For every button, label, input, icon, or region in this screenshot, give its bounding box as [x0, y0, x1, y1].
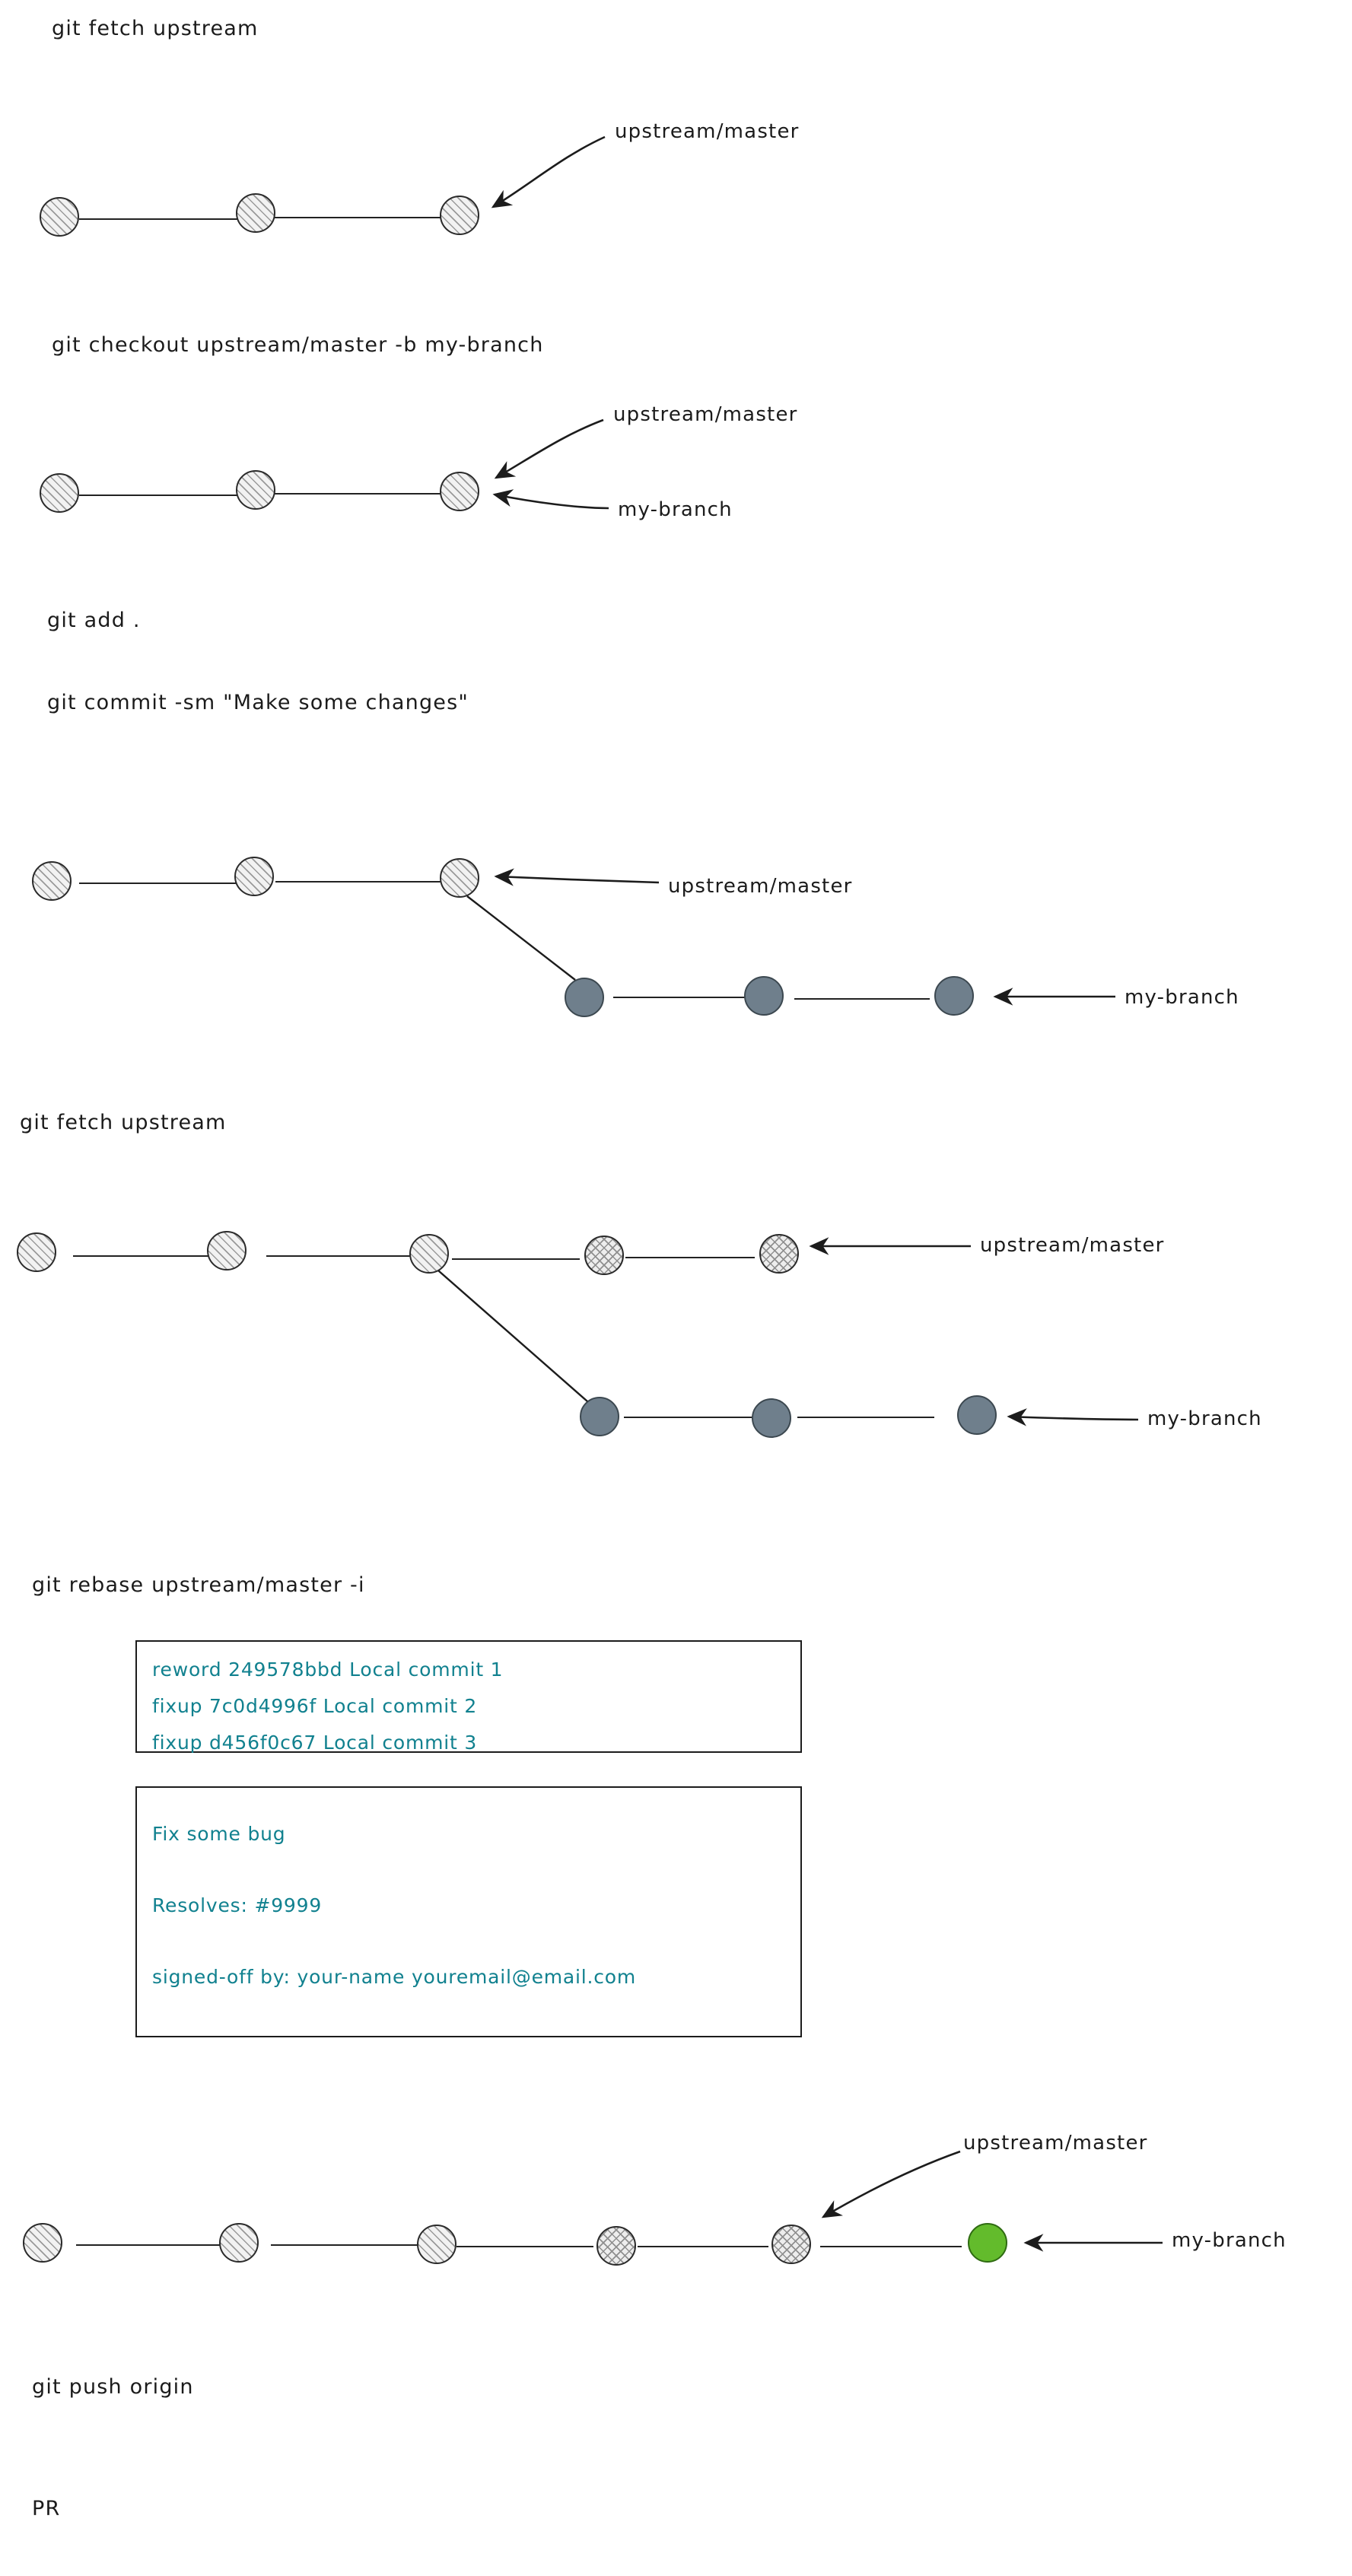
graph5-edge-1 — [76, 2244, 243, 2246]
graph4-local-commit-1 — [580, 1397, 619, 1436]
graph4-label-my-branch: my-branch — [1147, 1407, 1262, 1430]
graph1-commit-3 — [440, 196, 479, 235]
graph4-commit-3 — [409, 1234, 449, 1274]
graph5-label-my-branch: my-branch — [1172, 2229, 1287, 2252]
graph3-local-commit-3 — [934, 976, 974, 1016]
graph4-branch-edge-2 — [797, 1417, 934, 1418]
graph3-local-commit-2 — [744, 976, 784, 1016]
graph1-commit-1 — [40, 197, 79, 237]
command-git-fetch-upstream-2: git fetch upstream — [20, 1111, 227, 1134]
graph1-commit-2 — [236, 193, 275, 233]
graph4-fork-line — [438, 1271, 587, 1401]
graph5-edge-5 — [820, 2246, 962, 2247]
graph2-arrow-my-branch — [495, 495, 609, 508]
graph2-edge-1 — [79, 495, 251, 496]
command-git-fetch-upstream-1: git fetch upstream — [52, 17, 259, 40]
graph5-commit-1 — [23, 2223, 62, 2263]
graph2-commit-2 — [236, 470, 275, 510]
graph4-local-commit-2 — [752, 1398, 791, 1438]
commit-message-line-2: Resolves: #9999 — [152, 1894, 323, 1916]
graph4-commit-5 — [759, 1234, 799, 1274]
graph3-fork-line — [467, 896, 575, 980]
graph3-local-commit-1 — [565, 978, 604, 1017]
command-git-rebase-interactive: git rebase upstream/master -i — [32, 1573, 365, 1597]
graph5-squashed-commit — [968, 2223, 1007, 2263]
graph4-local-commit-3 — [957, 1395, 997, 1435]
graph5-commit-4 — [596, 2226, 636, 2266]
graph1-edge-1 — [79, 218, 251, 220]
commit-message-line-3: signed-off by: your-name youremail@email.com — [152, 1966, 637, 1988]
graph4-commit-4 — [584, 1236, 624, 1275]
rebase-todo-line-1: reword 249578bbd Local commit 1 — [152, 1658, 504, 1681]
graph1-edge-2 — [274, 217, 443, 218]
graph5-label-upstream-master: upstream/master — [963, 2132, 1148, 2155]
graph2-label-my-branch: my-branch — [618, 498, 733, 521]
graph2-label-upstream-master: upstream/master — [613, 403, 798, 426]
graph3-edge-2 — [275, 881, 444, 883]
graph4-label-upstream-master: upstream/master — [980, 1234, 1165, 1257]
rebase-todo-line-2: fixup 7c0d4996f Local commit 2 — [152, 1695, 478, 1717]
graph5-commit-5 — [771, 2225, 811, 2264]
graph2-edge-2 — [274, 493, 443, 495]
graph4-branch-edge-1 — [624, 1417, 755, 1418]
graph5-edge-3 — [456, 2246, 593, 2247]
graph4-edge-4 — [625, 1257, 755, 1258]
graph1-label-upstream-master: upstream/master — [615, 120, 800, 143]
graph3-label-my-branch: my-branch — [1125, 986, 1239, 1009]
command-git-add: git add . — [47, 609, 141, 632]
graph3-commit-1 — [32, 861, 72, 901]
graph3-branch-edge-2 — [794, 998, 930, 1000]
graph2-arrow-upstream-master — [496, 420, 603, 478]
command-git-push-origin: git push origin — [32, 2375, 194, 2399]
graph3-commit-3 — [440, 858, 479, 898]
graph2-commit-1 — [40, 473, 79, 513]
graph4-edge-3 — [452, 1258, 580, 1260]
label-pull-request: PR — [32, 2497, 61, 2520]
graph3-label-upstream-master: upstream/master — [668, 875, 853, 898]
graph2-commit-3 — [440, 472, 479, 511]
graph5-commit-3 — [417, 2225, 456, 2264]
command-git-checkout-branch: git checkout upstream/master -b my-branch — [52, 333, 544, 357]
rebase-todo-line-3: fixup d456f0c67 Local commit 3 — [152, 1732, 478, 1754]
command-git-commit: git commit -sm "Make some changes" — [47, 691, 469, 714]
graph3-commit-2 — [234, 857, 274, 896]
graph3-arrow-upstream-master — [496, 876, 659, 883]
graph5-edge-4 — [638, 2246, 768, 2247]
graph4-edge-2 — [266, 1255, 411, 1257]
graph3-edge-1 — [79, 883, 253, 884]
graph4-commit-1 — [17, 1232, 56, 1272]
graph4-commit-2 — [207, 1231, 247, 1271]
commit-message-line-1: Fix some bug — [152, 1823, 286, 1845]
graph5-commit-2 — [219, 2223, 259, 2263]
graph3-branch-edge-1 — [613, 997, 752, 998]
graph5-edge-2 — [271, 2244, 420, 2246]
graph1-arrow-upstream-master — [493, 137, 605, 207]
graph5-arrow-upstream-master — [823, 2151, 960, 2217]
graph4-arrow-my-branch — [1009, 1417, 1138, 1420]
